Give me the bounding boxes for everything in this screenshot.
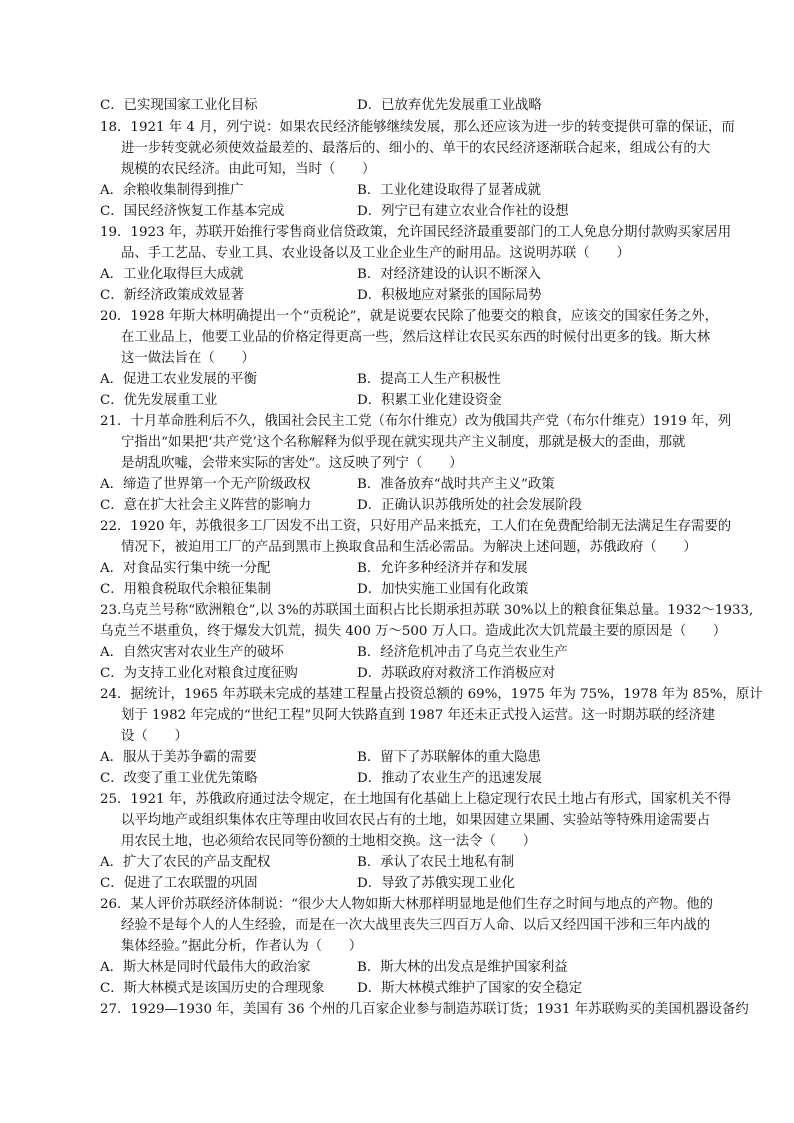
answer-option: B．经济危机冲击了乌克兰农业生产 xyxy=(357,645,568,660)
question-text-line: 乌克兰不堪重负，终于爆发大饥荒，损失 400 万～500 万人口。造成此次大饥荒最主要的原因是（ ） xyxy=(100,624,727,639)
answer-option: D．正确认识苏俄所处的社会发展阶段 xyxy=(357,498,582,513)
question-text-line: 21．十月革命胜利后不久，俄国社会民主工党（布尔什维克）改为俄国共产党（布尔什维克）1919 年，列 xyxy=(100,414,732,429)
answer-option: A．斯大林是同时代最伟大的政治家 xyxy=(100,960,311,975)
answer-option: B．对经济建设的认识不断深入 xyxy=(357,267,541,282)
answer-option: D．积极地应对紧张的国际局势 xyxy=(357,288,542,303)
answer-option: B．承认了农民土地私有制 xyxy=(357,855,515,870)
answer-option: A．缔造了世界第一个无产阶级政权 xyxy=(100,477,311,492)
question-text-line: 经验不是每个人的人生经验，而是在一次大战里丧失三四百万人命、以后又经四国干涉和三年内战的 xyxy=(121,918,711,933)
answer-option: A．余粮收集制得到推广 xyxy=(100,183,244,198)
question-text-line: 这一做法旨在（ ） xyxy=(121,351,255,366)
answer-option: A．促进工农业发展的平衡 xyxy=(100,372,257,387)
answer-option: B．斯大林的出发点是维护国家利益 xyxy=(357,960,568,975)
answer-option: A．扩大了农民的产品支配权 xyxy=(100,855,271,870)
question-text-line: 集体经验。”据此分析，作者认为（ ） xyxy=(121,939,363,954)
answer-option: B．准备放弃“战时共产主义”政策 xyxy=(357,477,555,492)
answer-option: D．导致了苏俄实现工业化 xyxy=(357,876,516,891)
question-text-line: 设（ ） xyxy=(121,729,188,744)
answer-option: D．推动了农业生产的迅速发展 xyxy=(357,771,542,786)
question-text-line: 24．据统计，1965 年苏联未完成的基建工程量占投资总额的 69%，1975 年为 75%，1978 年为 85%，原计 xyxy=(100,687,763,702)
answer-option: B．留下了苏联解体的重大隐患 xyxy=(357,750,541,765)
answer-option: B．允许多种经济并存和发展 xyxy=(357,561,528,576)
question-text-line: 25．1921 年，苏俄政府通过法令规定，在土地国有化基础上上稳定现行农民土地占有形式，国家机关不得 xyxy=(100,792,732,807)
question-text-line: 以平均地产或组织集体农庄等理由收回农民占有的土地，如果因建立果圃、实验站等特殊用途需要占 xyxy=(121,813,711,828)
answer-option: A．工业化取得巨大成就 xyxy=(100,267,244,282)
answer-option: C．改变了重工业优先策略 xyxy=(100,771,258,786)
question-text-line: 是胡乱吹嘘，会带来实际的害处”。这反映了列宁（ ） xyxy=(121,456,463,471)
answer-option: A．自然灾害对农业生产的破坏 xyxy=(100,645,284,660)
question-text-line: 宁指出“如果把‘共产党’这个名称解释为似乎现在就实现共产主义制度，那就是极大的歪曲，那就 xyxy=(121,435,686,450)
question-text-line: 用农民土地，也必须给农民同等份额的土地相交换。这一法令（ ） xyxy=(121,834,537,849)
answer-option: C．用粮食税取代余粮征集制 xyxy=(100,582,271,597)
question-text-line: 划于 1982 年完成的“世纪工程”贝阿大铁路直到 1987 年还未正式投入运营。这一时期苏联的经济建 xyxy=(121,708,716,723)
question-text-line: 19．1923 年，苏联开始推行零售商业信贷政策，允许国民经济最重要部门的工人免息分期付款购买家居用 xyxy=(100,225,732,240)
answer-option: C．优先发展重工业 xyxy=(100,393,218,408)
answer-option: D．列宁已有建立农业合作社的设想 xyxy=(357,204,569,219)
answer-option: B．提高工人生产积极性 xyxy=(357,372,501,387)
answer-option: C．为支持工业化对粮食过度征购 xyxy=(100,666,298,681)
answer-option: D．加快实施工业国有化政策 xyxy=(357,582,529,597)
answer-option: C．国民经济恢复工作基本完成 xyxy=(100,204,285,219)
answer-option: B．工业化建设取得了显著成就 xyxy=(357,183,541,198)
question-text-line: 进一步转变就必须使效益最差的、最落后的、细小的、单干的农民经济逐渐联合起来，组成公有的大 xyxy=(121,141,711,156)
answer-option: C．促进了工农联盟的巩固 xyxy=(100,876,258,891)
answer-option: A．服从于美苏争霸的需要 xyxy=(100,750,257,765)
question-text-line: 情况下，被迫用工厂的产品到黑市上换取食品和生活必需品。为解决上述问题，苏俄政府（ ） xyxy=(121,540,697,555)
question-text-line: 20．1928 年斯大林明确提出一个“贡税论”，就是说要农民除了他要交的粮食，应该交的国家任务之外， xyxy=(100,309,719,324)
answer-option: D．苏联政府对救济工作消极应对 xyxy=(357,666,556,681)
answer-option: D．积累工业化建设资金 xyxy=(357,393,502,408)
answer-option: C．意在扩大社会主义阵营的影响力 xyxy=(100,498,312,513)
question-text-line: 规模的农民经济。由此可知，当时（ ） xyxy=(121,162,376,177)
answer-option: C．已实现国家工业化目标 xyxy=(100,98,258,113)
question-text-line: 在工业品上，他要工业品的价格定得更高一些，然后这样让农民买东西的时候付出更多的钱。斯大林 xyxy=(121,330,711,345)
answer-option: D．已放弃优先发展重工业战略 xyxy=(357,98,542,113)
question-text-line: 品、手工艺品、专业工具、农业设备以及工业企业生产的耐用品。这说明苏联（ ） xyxy=(121,246,630,261)
answer-option: A．对食品实行集中统一分配 xyxy=(100,561,271,576)
question-text-line: 22．1920 年，苏俄很多工厂因发不出工资，只好用产品来抵充，工人们在免费配给制无法满足生存需要的 xyxy=(100,519,732,534)
question-text-line: 23.乌克兰号称“欧洲粮仓”,以 3%的苏联国土面积占比长期承担苏联 30%以上的粮食征集总量。1932～1933, xyxy=(100,603,754,618)
answer-option: D．斯大林模式维护了国家的安全稳定 xyxy=(357,981,582,996)
answer-option: C．斯大林模式是该国历史的合理现象 xyxy=(100,981,325,996)
question-text-line: 18．1921 年 4 月，列宁说：如果农民经济能够继续发展，那么还应该为进一步的转变提供可靠的保证，而 xyxy=(100,120,735,135)
question-text-line: 26．某人评价苏联经济体制说：“很少大人物如斯大林那样明显地是他们生存之时间与地点的产物。他的 xyxy=(100,897,714,912)
answer-option: C．新经济政策成效显著 xyxy=(100,288,245,303)
question-text-line: 27．1929—1930 年，美国有 36 个州的几百家企业参与制造苏联订货；1931 年苏联购买的美国机器设备约 xyxy=(100,1002,749,1017)
